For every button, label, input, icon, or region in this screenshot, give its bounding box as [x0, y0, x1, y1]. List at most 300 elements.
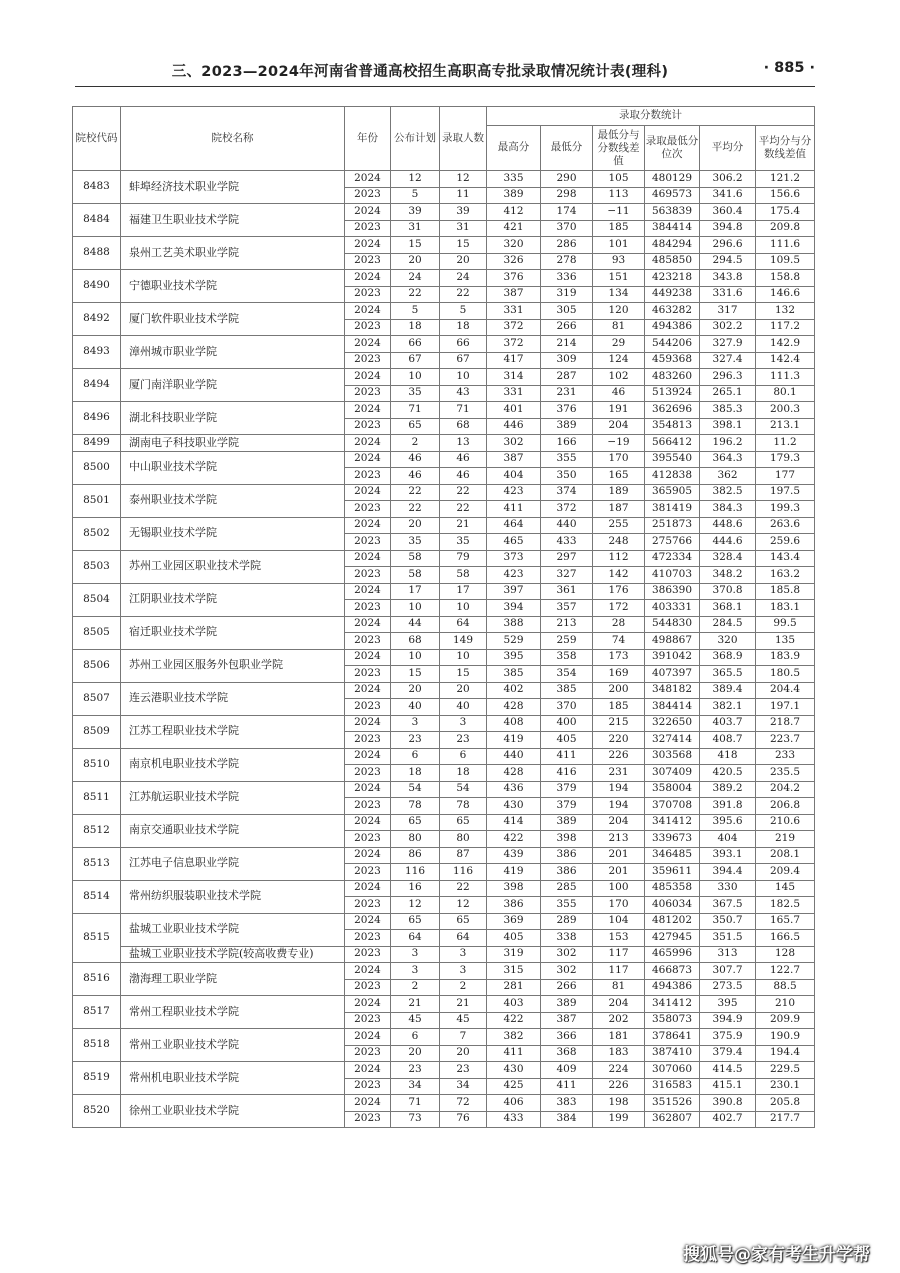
cell-avg: 395: [700, 996, 756, 1013]
col-header-code: 院校代码: [73, 107, 121, 171]
cell-plan: 46: [391, 451, 440, 468]
cell-rank: 384414: [645, 699, 700, 716]
cell-min-diff: 169: [593, 666, 645, 683]
table-row: [73, 781, 815, 798]
cell-year: 2023: [345, 979, 391, 996]
school-code: 8511: [73, 781, 121, 814]
cell-avg: 384.3: [700, 501, 756, 518]
school-name: 厦门软件职业技术学院: [121, 303, 345, 336]
cell-admit: 10: [440, 649, 487, 666]
cell-max: 402: [487, 682, 541, 699]
cell-min: 302: [541, 946, 593, 963]
cell-year: 2024: [345, 435, 391, 452]
cell-avg: 389.2: [700, 781, 756, 798]
cell-year: 2024: [345, 814, 391, 831]
cell-avg-diff: 183.1: [756, 600, 815, 617]
cell-rank: 410703: [645, 567, 700, 584]
cell-plan: 31: [391, 220, 440, 237]
cell-max: 433: [487, 1111, 541, 1128]
cell-year: 2023: [345, 732, 391, 749]
cell-avg-diff: 166.5: [756, 930, 815, 947]
cell-min-diff: −11: [593, 204, 645, 221]
cell-rank: 370708: [645, 798, 700, 815]
cell-year: 2024: [345, 451, 391, 468]
table-row: [73, 847, 815, 864]
school-code: 8493: [73, 336, 121, 369]
cell-avg-diff: 180.5: [756, 666, 815, 683]
cell-avg: 379.4: [700, 1045, 756, 1062]
cell-plan: 58: [391, 550, 440, 567]
school-name: 江苏航运职业技术学院: [121, 781, 345, 814]
table-row: [73, 451, 815, 468]
cell-year: 2023: [345, 1045, 391, 1062]
cell-min: 309: [541, 352, 593, 369]
table-body: [73, 171, 815, 1128]
cell-min: 386: [541, 847, 593, 864]
cell-rank: 378641: [645, 1029, 700, 1046]
cell-admit: 12: [440, 897, 487, 914]
cell-year: 2024: [345, 484, 391, 501]
cell-year: 2023: [345, 831, 391, 848]
school-code: 8520: [73, 1095, 121, 1128]
cell-plan: 2: [391, 979, 440, 996]
cell-rank: 563839: [645, 204, 700, 221]
table-row: [73, 369, 815, 386]
table-row: [73, 171, 815, 188]
cell-avg-diff: 183.9: [756, 649, 815, 666]
cell-avg: 385.3: [700, 402, 756, 419]
cell-min: 290: [541, 171, 593, 188]
cell-year: 2024: [345, 171, 391, 188]
cell-min-diff: 120: [593, 303, 645, 320]
cell-admit: 3: [440, 946, 487, 963]
cell-admit: 80: [440, 831, 487, 848]
cell-admit: 46: [440, 468, 487, 485]
cell-admit: 18: [440, 765, 487, 782]
cell-year: 2023: [345, 501, 391, 518]
cell-plan: 54: [391, 781, 440, 798]
cell-min: 266: [541, 319, 593, 336]
cell-year: 2024: [345, 303, 391, 320]
cell-admit: 2: [440, 979, 487, 996]
cell-rank: 459368: [645, 352, 700, 369]
cell-rank: 483260: [645, 369, 700, 386]
school-code: 8506: [73, 649, 121, 682]
cell-rank: 362807: [645, 1111, 700, 1128]
cell-max: 319: [487, 946, 541, 963]
cell-avg: 196.2: [700, 435, 756, 452]
cell-avg: 294.5: [700, 253, 756, 270]
cell-min: 336: [541, 270, 593, 287]
cell-avg: 348.2: [700, 567, 756, 584]
cell-avg-diff: 205.8: [756, 1095, 815, 1112]
cell-avg-diff: 132: [756, 303, 815, 320]
cell-min: 285: [541, 880, 593, 897]
cell-min-diff: 29: [593, 336, 645, 353]
cell-avg-diff: 99.5: [756, 616, 815, 633]
cell-plan: 22: [391, 501, 440, 518]
col-header-avg: 平均分: [700, 126, 756, 171]
cell-rank: 362696: [645, 402, 700, 419]
cell-plan: 22: [391, 484, 440, 501]
school-code: 8512: [73, 814, 121, 847]
school-code: 8505: [73, 616, 121, 649]
cell-max: 397: [487, 583, 541, 600]
cell-max: 335: [487, 171, 541, 188]
cell-avg-diff: 109.5: [756, 253, 815, 270]
cell-avg: 375.9: [700, 1029, 756, 1046]
cell-admit: 66: [440, 336, 487, 353]
cell-max: 430: [487, 798, 541, 815]
cell-admit: 43: [440, 385, 487, 402]
cell-max: 411: [487, 501, 541, 518]
cell-min-diff: 134: [593, 286, 645, 303]
cell-rank: 351526: [645, 1095, 700, 1112]
cell-min-diff: 194: [593, 798, 645, 815]
cell-year: 2024: [345, 204, 391, 221]
school-name: 蚌埠经济技术职业学院: [121, 171, 345, 204]
cell-plan: 35: [391, 385, 440, 402]
cell-rank: 386390: [645, 583, 700, 600]
school-name: 无锡职业技术学院: [121, 517, 345, 550]
cell-max: 423: [487, 567, 541, 584]
cell-min-diff: 187: [593, 501, 645, 518]
cell-rank: 484294: [645, 237, 700, 254]
cell-avg-diff: 135: [756, 633, 815, 650]
cell-min-diff: 215: [593, 715, 645, 732]
table-row: [73, 550, 815, 567]
cell-min-diff: 185: [593, 699, 645, 716]
cell-max: 421: [487, 220, 541, 237]
school-name: 中山职业技术学院: [121, 451, 345, 484]
cell-max: 314: [487, 369, 541, 386]
cell-rank: 395540: [645, 451, 700, 468]
cell-admit: 79: [440, 550, 487, 567]
cell-year: 2023: [345, 187, 391, 204]
cell-min-diff: 173: [593, 649, 645, 666]
cell-max: 320: [487, 237, 541, 254]
cell-min-diff: 28: [593, 616, 645, 633]
cell-avg-diff: 263.6: [756, 517, 815, 534]
school-name: 福建卫生职业技术学院: [121, 204, 345, 237]
cell-max: 403: [487, 996, 541, 1013]
school-code: 8496: [73, 402, 121, 435]
cell-plan: 65: [391, 913, 440, 930]
cell-min: 338: [541, 930, 593, 947]
cell-year: 2024: [345, 270, 391, 287]
cell-rank: 275766: [645, 534, 700, 551]
cell-admit: 22: [440, 501, 487, 518]
cell-min: 383: [541, 1095, 593, 1112]
cell-plan: 12: [391, 171, 440, 188]
cell-rank: 346485: [645, 847, 700, 864]
cell-avg: 350.7: [700, 913, 756, 930]
cell-min-diff: 200: [593, 682, 645, 699]
cell-admit: 3: [440, 963, 487, 980]
school-code: 8499: [73, 435, 121, 452]
school-name: 盐城工业职业技术学院(较高收费专业): [121, 946, 345, 963]
cell-admit: 5: [440, 303, 487, 320]
cell-max: 412: [487, 204, 541, 221]
cell-year: 2023: [345, 1111, 391, 1128]
cell-avg: 296.6: [700, 237, 756, 254]
cell-max: 428: [487, 765, 541, 782]
cell-min-diff: 113: [593, 187, 645, 204]
cell-rank: 387410: [645, 1045, 700, 1062]
cell-plan: 80: [391, 831, 440, 848]
cell-min: 289: [541, 913, 593, 930]
cell-plan: 20: [391, 517, 440, 534]
cell-plan: 78: [391, 798, 440, 815]
cell-plan: 15: [391, 666, 440, 683]
cell-min-diff: 117: [593, 946, 645, 963]
cell-admit: 67: [440, 352, 487, 369]
cell-avg-diff: 11.2: [756, 435, 815, 452]
cell-max: 373: [487, 550, 541, 567]
cell-avg: 382.5: [700, 484, 756, 501]
cell-year: 2024: [345, 550, 391, 567]
cell-plan: 35: [391, 534, 440, 551]
cell-avg: 307.7: [700, 963, 756, 980]
cell-admit: 149: [440, 633, 487, 650]
cell-avg: 331.6: [700, 286, 756, 303]
cell-max: 326: [487, 253, 541, 270]
cell-avg: 327.9: [700, 336, 756, 353]
school-code: 8518: [73, 1029, 121, 1062]
cell-year: 2024: [345, 583, 391, 600]
table-row: [73, 1062, 815, 1079]
cell-max: 422: [487, 831, 541, 848]
cell-year: 2023: [345, 633, 391, 650]
school-code: 8494: [73, 369, 121, 402]
col-header-min-diff: 最低分与分数线差值: [593, 126, 645, 171]
watermark: 搜狐号@家有考生升学帮: [683, 1245, 870, 1265]
cell-max: 382: [487, 1029, 541, 1046]
cell-admit: 65: [440, 913, 487, 930]
cell-min: 278: [541, 253, 593, 270]
cell-max: 387: [487, 286, 541, 303]
cell-max: 302: [487, 435, 541, 452]
cell-min: 411: [541, 748, 593, 765]
cell-min-diff: 105: [593, 171, 645, 188]
cell-year: 2024: [345, 237, 391, 254]
cell-min-diff: 183: [593, 1045, 645, 1062]
cell-avg-diff: 206.8: [756, 798, 815, 815]
cell-admit: 11: [440, 187, 487, 204]
school-name: 渤海理工职业学院: [121, 963, 345, 996]
cell-avg: 420.5: [700, 765, 756, 782]
cell-avg: 448.6: [700, 517, 756, 534]
cell-min: 411: [541, 1078, 593, 1095]
cell-avg-diff: 209.4: [756, 864, 815, 881]
cell-avg: 389.4: [700, 682, 756, 699]
cell-year: 2024: [345, 913, 391, 930]
cell-rank: 403331: [645, 600, 700, 617]
cell-min-diff: 124: [593, 352, 645, 369]
cell-admit: 35: [440, 534, 487, 551]
cell-min: 319: [541, 286, 593, 303]
cell-plan: 5: [391, 303, 440, 320]
cell-year: 2024: [345, 649, 391, 666]
cell-year: 2023: [345, 286, 391, 303]
school-name: 泰州职业技术学院: [121, 484, 345, 517]
cell-plan: 67: [391, 352, 440, 369]
cell-plan: 40: [391, 699, 440, 716]
cell-avg: 393.1: [700, 847, 756, 864]
cell-avg-diff: 190.9: [756, 1029, 815, 1046]
cell-avg: 284.5: [700, 616, 756, 633]
cell-min: 266: [541, 979, 593, 996]
cell-rank: 327414: [645, 732, 700, 749]
cell-plan: 3: [391, 963, 440, 980]
cell-admit: 7: [440, 1029, 487, 1046]
cell-avg: 306.2: [700, 171, 756, 188]
cell-plan: 71: [391, 1095, 440, 1112]
cell-plan: 46: [391, 468, 440, 485]
cell-year: 2024: [345, 517, 391, 534]
cell-max: 369: [487, 913, 541, 930]
cell-avg: 382.1: [700, 699, 756, 716]
cell-max: 422: [487, 1012, 541, 1029]
cell-min-diff: 189: [593, 484, 645, 501]
cell-admit: 65: [440, 814, 487, 831]
school-code: 8492: [73, 303, 121, 336]
cell-plan: 65: [391, 814, 440, 831]
cell-avg: 394.9: [700, 1012, 756, 1029]
school-code: 8488: [73, 237, 121, 270]
cell-min: 231: [541, 385, 593, 402]
cell-plan: 71: [391, 402, 440, 419]
school-code: 8515: [73, 913, 121, 963]
cell-admit: 3: [440, 715, 487, 732]
cell-admit: 20: [440, 253, 487, 270]
cell-plan: 34: [391, 1078, 440, 1095]
cell-avg-diff: 210.6: [756, 814, 815, 831]
cell-rank: 407397: [645, 666, 700, 683]
school-code: 8502: [73, 517, 121, 550]
cell-admit: 17: [440, 583, 487, 600]
school-name: 江苏工程职业技术学院: [121, 715, 345, 748]
cell-rank: 513924: [645, 385, 700, 402]
cell-rank: 494386: [645, 319, 700, 336]
cell-year: 2023: [345, 418, 391, 435]
table-row: [73, 303, 815, 320]
cell-min-diff: 255: [593, 517, 645, 534]
cell-plan: 10: [391, 600, 440, 617]
cell-max: 398: [487, 880, 541, 897]
table-row: [73, 913, 815, 930]
cell-avg-diff: 80.1: [756, 385, 815, 402]
cell-min-diff: 104: [593, 913, 645, 930]
cell-min: 379: [541, 781, 593, 798]
cell-rank: 469573: [645, 187, 700, 204]
cell-avg: 367.5: [700, 897, 756, 914]
cell-rank: 481202: [645, 913, 700, 930]
school-name: 湖北科技职业学院: [121, 402, 345, 435]
cell-min-diff: 151: [593, 270, 645, 287]
cell-avg-diff: 156.6: [756, 187, 815, 204]
cell-max: 408: [487, 715, 541, 732]
cell-rank: 307060: [645, 1062, 700, 1079]
cell-rank: 384414: [645, 220, 700, 237]
cell-min: 400: [541, 715, 593, 732]
cell-avg: 403.7: [700, 715, 756, 732]
cell-min-diff: 201: [593, 864, 645, 881]
cell-avg-diff: 111.6: [756, 237, 815, 254]
cell-avg: 394.4: [700, 864, 756, 881]
cell-rank: 322650: [645, 715, 700, 732]
cell-avg-diff: 158.8: [756, 270, 815, 287]
cell-max: 464: [487, 517, 541, 534]
cell-min-diff: 224: [593, 1062, 645, 1079]
cell-admit: 40: [440, 699, 487, 716]
table-row: [73, 517, 815, 534]
page-header: [75, 58, 815, 84]
cell-avg-diff: 259.6: [756, 534, 815, 551]
school-name: 常州工业职业技术学院: [121, 1029, 345, 1062]
cell-plan: 86: [391, 847, 440, 864]
cell-avg: 414.5: [700, 1062, 756, 1079]
cell-avg: 391.8: [700, 798, 756, 815]
cell-avg-diff: 145: [756, 880, 815, 897]
cell-admit: 15: [440, 237, 487, 254]
cell-rank: 358004: [645, 781, 700, 798]
cell-rank: 494386: [645, 979, 700, 996]
cell-rank: 381419: [645, 501, 700, 518]
school-name: 苏州工业园区职业技术学院: [121, 550, 345, 583]
cell-rank: 463282: [645, 303, 700, 320]
cell-admit: 78: [440, 798, 487, 815]
cell-avg-diff: 199.3: [756, 501, 815, 518]
school-code: 8490: [73, 270, 121, 303]
cell-plan: 116: [391, 864, 440, 881]
cell-avg: 362: [700, 468, 756, 485]
cell-admit: 58: [440, 567, 487, 584]
school-code: 8500: [73, 451, 121, 484]
cell-year: 2023: [345, 319, 391, 336]
table-row: [73, 484, 815, 501]
cell-plan: 58: [391, 567, 440, 584]
cell-min: 327: [541, 567, 593, 584]
cell-avg-diff: 179.3: [756, 451, 815, 468]
school-name: 湖南电子科技职业学院: [121, 435, 345, 452]
cell-year: 2024: [345, 748, 391, 765]
cell-year: 2023: [345, 897, 391, 914]
cell-year: 2024: [345, 616, 391, 633]
page-number: · 885 ·: [763, 60, 815, 76]
cell-admit: 23: [440, 732, 487, 749]
col-header-year: 年份: [345, 107, 391, 171]
col-header-plan: 公布计划: [391, 107, 440, 171]
cell-max: 465: [487, 534, 541, 551]
cell-plan: 10: [391, 649, 440, 666]
cell-admit: 54: [440, 781, 487, 798]
school-name: 江苏电子信息职业学院: [121, 847, 345, 880]
cell-min-diff: 170: [593, 897, 645, 914]
cell-avg: 296.3: [700, 369, 756, 386]
cell-admit: 18: [440, 319, 487, 336]
cell-min-diff: 201: [593, 847, 645, 864]
col-header-admit: 录取人数: [440, 107, 487, 171]
cell-year: 2024: [345, 402, 391, 419]
cell-min: 361: [541, 583, 593, 600]
school-name: 南京机电职业技术学院: [121, 748, 345, 781]
cell-plan: 6: [391, 748, 440, 765]
school-code: 8507: [73, 682, 121, 715]
cell-admit: 45: [440, 1012, 487, 1029]
cell-min-diff: 81: [593, 319, 645, 336]
cell-admit: 72: [440, 1095, 487, 1112]
